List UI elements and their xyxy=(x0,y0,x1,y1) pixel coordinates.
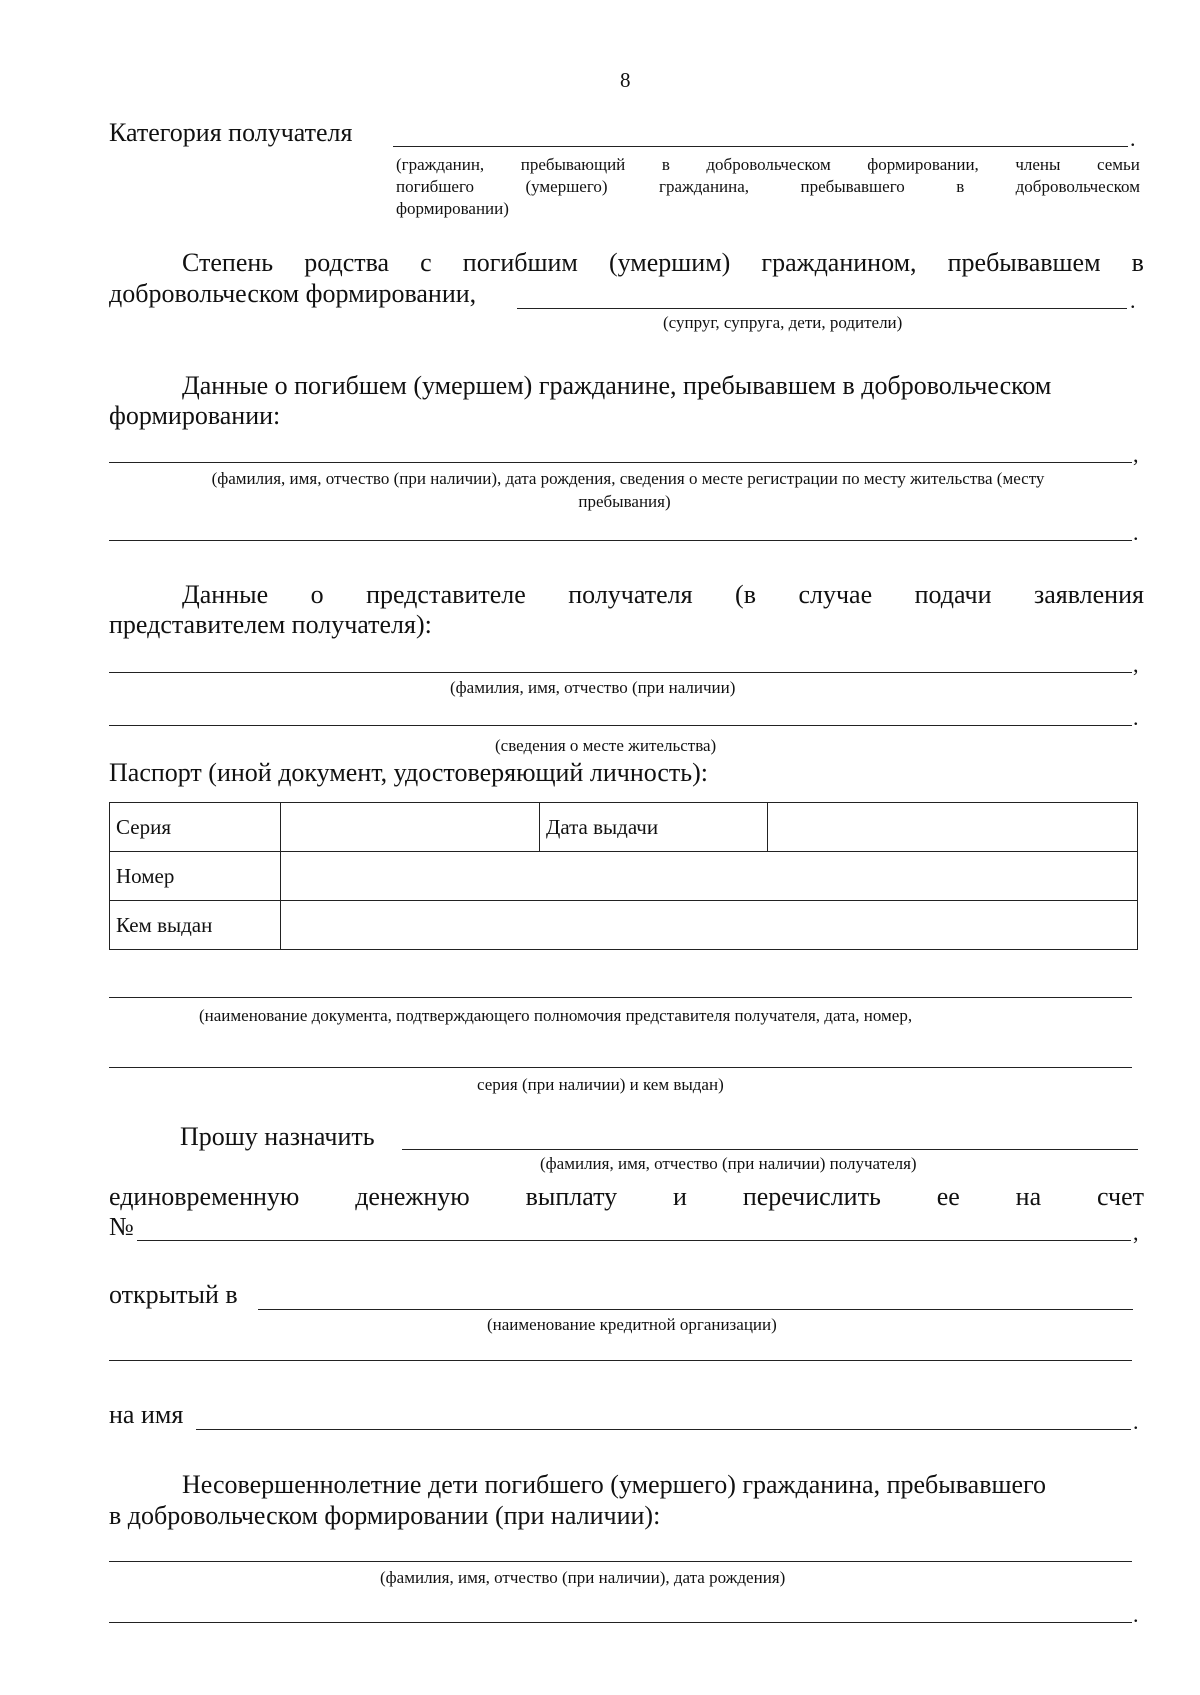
kinship-field[interactable] xyxy=(517,308,1127,309)
representative-word: о xyxy=(310,580,324,609)
request-recipient-field[interactable] xyxy=(402,1149,1138,1150)
recipient-category-label: Категория получателя xyxy=(109,118,353,147)
note-word: (умершего) xyxy=(525,177,608,196)
representative-line-1 xyxy=(182,580,1144,610)
note-word: (гражданин, xyxy=(396,155,485,174)
recipient-category-note xyxy=(396,154,1140,220)
representative-word: случае xyxy=(798,580,873,609)
series-field[interactable] xyxy=(281,803,540,852)
series-label: Серия xyxy=(110,803,281,852)
deceased-heading-line-2: формировании: xyxy=(109,401,281,430)
request-word: и xyxy=(673,1182,687,1211)
kinship-word: Степень xyxy=(182,248,274,277)
passport-row-series xyxy=(110,803,1138,852)
page-number: 8 xyxy=(620,68,631,92)
bank-field[interactable] xyxy=(258,1309,1133,1310)
authority-document-caption-1: (наименование документа, подтверждающего полномочия представителя получателя, дата, номер, xyxy=(199,1006,913,1025)
kinship-word: в xyxy=(1131,248,1144,277)
representative-residence-field[interactable] xyxy=(109,725,1132,726)
note-word: добровольческом xyxy=(706,155,831,174)
number-label: Номер xyxy=(110,852,281,901)
passport-table xyxy=(109,802,1138,950)
note-row-2 xyxy=(396,176,1140,198)
minors-heading-line-2: в добровольческом формировании (при наличии): xyxy=(109,1501,661,1530)
kinship-line-1 xyxy=(182,248,1144,278)
number-field[interactable] xyxy=(281,852,1138,901)
note-word: формировании, xyxy=(867,155,979,174)
deceased-caption-2: пребывания) xyxy=(578,492,671,511)
minors-heading-line-1: Несовершеннолетние дети погибшего (умершего) гражданина, пребывавшего xyxy=(182,1470,1047,1499)
note-row-3: формировании) xyxy=(396,199,509,218)
note-word: добровольческом xyxy=(1015,177,1140,196)
period-mark: . xyxy=(1133,520,1139,545)
request-word: денежную xyxy=(355,1182,470,1211)
minors-field-2[interactable] xyxy=(109,1622,1132,1623)
comma-mark: , xyxy=(1133,652,1139,677)
kinship-word: пребывавшем xyxy=(947,248,1101,277)
bank-caption: (наименование кредитной организации) xyxy=(487,1315,777,1334)
request-word: на xyxy=(1015,1182,1042,1211)
representative-word: Данные xyxy=(182,580,269,609)
period-mark: . xyxy=(1130,288,1136,313)
representative-name-field[interactable] xyxy=(109,672,1132,673)
opened-in-label: открытый в xyxy=(109,1280,238,1309)
representative-word: (в xyxy=(735,580,756,609)
note-word: в xyxy=(661,155,670,174)
request-line-2 xyxy=(109,1182,1144,1212)
request-word: единовременную xyxy=(109,1182,300,1211)
representative-word: представителе xyxy=(366,580,526,609)
passport-row-number xyxy=(110,852,1138,901)
request-word: ее xyxy=(936,1182,960,1211)
kinship-line-2: добровольческом формировании, xyxy=(109,279,477,308)
kinship-word: с xyxy=(420,248,432,277)
note-row-1 xyxy=(396,154,1140,176)
issued-by-field[interactable] xyxy=(281,901,1138,950)
kinship-word: (умершим) xyxy=(608,248,731,277)
account-number-field[interactable] xyxy=(137,1240,1131,1241)
authority-document-caption-2: серия (при наличии) и кем выдан) xyxy=(477,1075,724,1094)
request-word: выплату xyxy=(525,1182,618,1211)
period-mark: . xyxy=(1133,705,1139,730)
issue-date-field[interactable] xyxy=(768,803,1138,852)
deceased-field-1[interactable] xyxy=(109,462,1132,463)
request-word: перечислить xyxy=(742,1182,881,1211)
deceased-caption-1: (фамилия, имя, отчество (при наличии), дата рождения, сведения о месте регистрации по месту жительства (месту xyxy=(211,469,1045,488)
account-number-prefix: № xyxy=(109,1212,134,1241)
period-mark: . xyxy=(1133,1602,1139,1627)
kinship-word: родства xyxy=(304,248,390,277)
representative-word: подачи xyxy=(914,580,992,609)
kinship-word: погибшим xyxy=(462,248,578,277)
request-recipient-caption: (фамилия, имя, отчество (при наличии) получателя) xyxy=(540,1154,917,1173)
issued-by-label: Кем выдан xyxy=(110,901,281,950)
passport-row-issued-by xyxy=(110,901,1138,950)
representative-word: заявления xyxy=(1033,580,1144,609)
in-name-of-label: на имя xyxy=(109,1400,184,1429)
recipient-category-field[interactable] xyxy=(393,146,1128,147)
note-word: члены xyxy=(1015,155,1061,174)
note-word: в xyxy=(956,177,965,196)
account-holder-field[interactable] xyxy=(196,1429,1131,1430)
deceased-heading-line-1: Данные о погибшем (умершем) гражданине, пребывавшем в добровольческом xyxy=(182,371,1052,400)
representative-name-caption: (фамилия, имя, отчество (при наличии) xyxy=(450,678,736,697)
comma-mark: , xyxy=(1133,442,1139,467)
note-word: семьи xyxy=(1097,155,1140,174)
kinship-word: гражданином, xyxy=(761,248,917,277)
authority-document-field-2[interactable] xyxy=(109,1067,1132,1068)
minors-field-1[interactable] xyxy=(109,1561,1132,1562)
comma-mark: , xyxy=(1133,1220,1139,1245)
representative-residence-caption: (сведения о месте жительства) xyxy=(495,736,717,755)
period-mark: . xyxy=(1133,1409,1139,1434)
note-word: гражданина, xyxy=(658,177,750,196)
passport-heading: Паспорт (иной документ, удостоверяющий личность): xyxy=(109,758,709,787)
deceased-field-2[interactable] xyxy=(109,540,1132,541)
bank-field-continued[interactable] xyxy=(109,1360,1132,1361)
kinship-caption: (супруг, супруга, дети, родители) xyxy=(663,313,903,332)
authority-document-field-1[interactable] xyxy=(109,997,1132,998)
request-label: Прошу назначить xyxy=(180,1122,375,1151)
minors-caption: (фамилия, имя, отчество (при наличии), дата рождения) xyxy=(380,1568,786,1587)
note-word: погибшего xyxy=(396,177,475,196)
representative-line-2: представителем получателя): xyxy=(109,610,432,639)
issue-date-label: Дата выдачи xyxy=(540,803,768,852)
note-word: пребывающий xyxy=(520,155,626,174)
representative-word: получателя xyxy=(568,580,693,609)
note-word: пребывавшего xyxy=(800,177,905,196)
period-mark: . xyxy=(1130,126,1136,151)
request-word: счет xyxy=(1097,1182,1144,1211)
